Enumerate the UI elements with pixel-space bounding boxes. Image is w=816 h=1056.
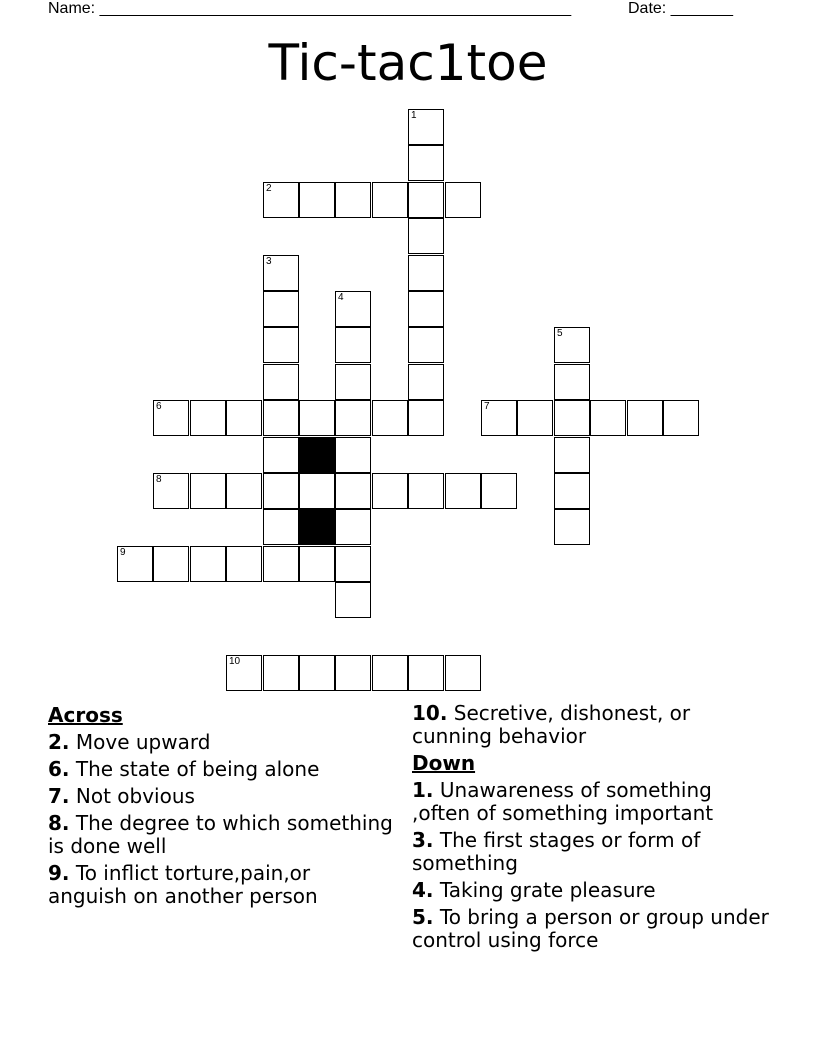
grid-cell[interactable] (481, 473, 517, 509)
grid-cell[interactable] (263, 182, 299, 218)
clue-across-10: 10. Secretive, dishonest, or cunning behavior (412, 701, 691, 748)
grid-cell[interactable] (299, 473, 335, 509)
grid-cell[interactable] (263, 255, 299, 291)
grid-cell[interactable] (153, 546, 189, 582)
grid-cell[interactable] (335, 364, 371, 400)
grid-cell[interactable] (663, 400, 699, 436)
date-blank[interactable]: _______ (670, 0, 733, 17)
clue-number: 1 (411, 110, 417, 121)
clue-across-6: 6. The state of being alone (48, 757, 320, 781)
clue-number: 10 (229, 656, 241, 667)
grid-cell[interactable] (335, 655, 371, 691)
clue-down-4: 4. Taking grate pleasure (412, 878, 656, 902)
grid-cell[interactable] (263, 291, 299, 327)
clue-across-2: 2. Move upward (48, 730, 211, 754)
grid-cell[interactable] (627, 400, 663, 436)
clue-number: 8 (156, 474, 162, 485)
grid-cell[interactable] (372, 655, 408, 691)
grid-cell[interactable] (117, 546, 153, 582)
clue-across-9: 9. To inflict torture,pain,or anguish on another person (48, 861, 318, 908)
grid-cell[interactable] (445, 473, 481, 509)
grid-cell[interactable] (445, 182, 481, 218)
grid-cell[interactable] (408, 255, 444, 291)
grid-cell[interactable] (408, 473, 444, 509)
grid-cell[interactable] (408, 400, 444, 436)
clues-right-column (412, 702, 772, 956)
grid-cell[interactable] (226, 655, 262, 691)
clue-across-8: 8. The degree to which something is done well (48, 811, 393, 858)
grid-cell[interactable] (408, 655, 444, 691)
grid-cell[interactable] (263, 364, 299, 400)
grid-cell[interactable] (590, 400, 626, 436)
clue-down-5: 5. To bring a person or group under control using force (412, 905, 769, 952)
grid-cell[interactable] (408, 291, 444, 327)
grid-cell[interactable] (335, 582, 371, 618)
grid-cell[interactable] (335, 400, 371, 436)
grid-cell[interactable] (481, 400, 517, 436)
name-label: Name: (48, 0, 96, 17)
grid-cell[interactable] (408, 218, 444, 254)
grid-cell[interactable] (335, 291, 371, 327)
black-square (299, 509, 335, 545)
grid-cell[interactable] (408, 109, 444, 145)
date-label: Date: (628, 0, 667, 17)
grid-cell[interactable] (554, 400, 590, 436)
grid-cell[interactable] (190, 473, 226, 509)
clue-down-1: 1. Unawareness of something ,often of something important (412, 778, 714, 825)
grid-cell[interactable] (554, 364, 590, 400)
clue-number: 6 (156, 401, 162, 412)
grid-cell[interactable] (190, 546, 226, 582)
clue-down-3: 3. The first stages or form of something (412, 828, 701, 875)
grid-cell[interactable] (226, 400, 262, 436)
grid-cell[interactable] (299, 182, 335, 218)
grid-cell[interactable] (372, 182, 408, 218)
grid-cell[interactable] (263, 546, 299, 582)
grid-cell[interactable] (408, 182, 444, 218)
across-heading: Across (48, 703, 123, 727)
clue-number: 9 (120, 547, 126, 558)
clue-number: 3 (266, 256, 272, 267)
grid-cell[interactable] (263, 400, 299, 436)
clue-number: 2 (266, 183, 272, 194)
clues-left-column (48, 702, 393, 912)
grid-cell[interactable] (299, 655, 335, 691)
grid-cell[interactable] (263, 655, 299, 691)
grid-cell[interactable] (554, 327, 590, 363)
grid-cell[interactable] (445, 655, 481, 691)
grid-cell[interactable] (263, 473, 299, 509)
grid-cell[interactable] (153, 473, 189, 509)
name-blank[interactable]: _____________________________________________________ (99, 0, 572, 17)
grid-cell[interactable] (554, 473, 590, 509)
clue-number: 5 (557, 328, 563, 339)
puzzle-title: Tic-tac1toe (268, 34, 548, 92)
grid-cell[interactable] (335, 182, 371, 218)
grid-cell[interactable] (517, 400, 553, 436)
grid-cell[interactable] (335, 509, 371, 545)
clue-number: 7 (484, 401, 490, 412)
grid-cell[interactable] (299, 546, 335, 582)
grid-cell[interactable] (153, 400, 189, 436)
grid-cell[interactable] (335, 473, 371, 509)
grid-cell[interactable] (554, 437, 590, 473)
grid-cell[interactable] (408, 327, 444, 363)
clue-number: 4 (338, 292, 344, 303)
grid-cell[interactable] (190, 400, 226, 436)
grid-cell[interactable] (263, 509, 299, 545)
grid-cell[interactable] (299, 400, 335, 436)
grid-cell[interactable] (226, 473, 262, 509)
grid-cell[interactable] (372, 473, 408, 509)
grid-cell[interactable] (263, 327, 299, 363)
grid-cell[interactable] (408, 364, 444, 400)
grid-cell[interactable] (554, 509, 590, 545)
grid-cell[interactable] (263, 437, 299, 473)
grid-cell[interactable] (335, 327, 371, 363)
grid-cell[interactable] (408, 145, 444, 181)
grid-cell[interactable] (335, 437, 371, 473)
grid-cell[interactable] (372, 400, 408, 436)
grid-cell[interactable] (335, 546, 371, 582)
clue-across-7: 7. Not obvious (48, 784, 195, 808)
down-heading: Down (412, 751, 476, 775)
black-square (299, 437, 335, 473)
grid-cell[interactable] (226, 546, 262, 582)
